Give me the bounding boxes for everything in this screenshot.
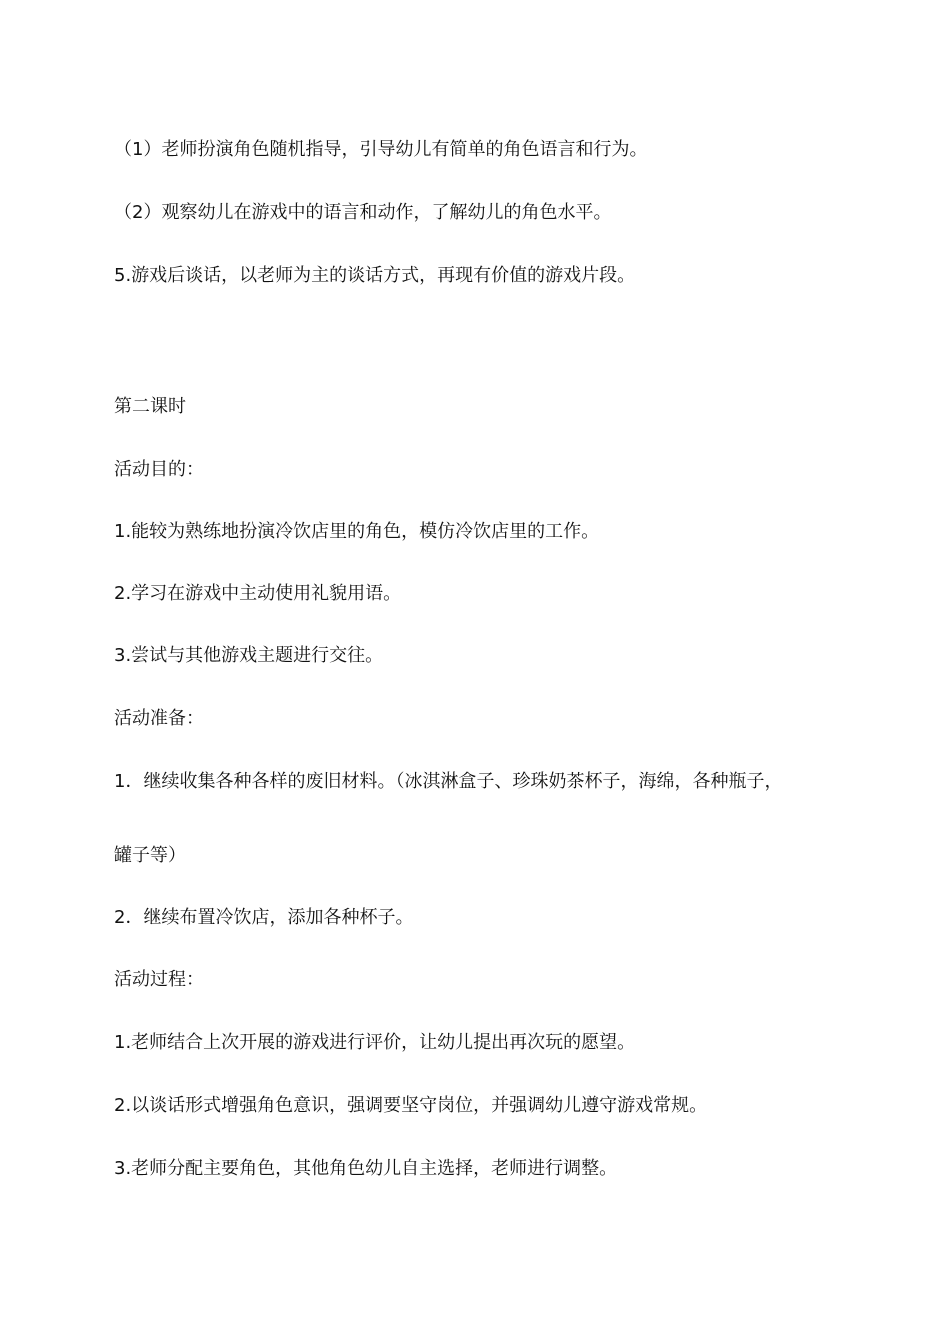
heading-activity-process: 活动过程： xyxy=(114,969,204,990)
text-line-goal-3: 3.尝试与其他游戏主题进行交往。 xyxy=(114,645,384,666)
text-line-preparation-1: 1．继续收集各种各样的废旧材料。（冰淇淋盒子、珍珠奶茶杯子，海绵，各种瓶子， xyxy=(114,771,783,792)
text-line-post-game-talk: 5.游戏后谈话，以老师为主的谈话方式，再现有价值的游戏片段。 xyxy=(114,265,636,286)
text-line-process-3: 3.老师分配主要角色，其他角色幼儿自主选择，老师进行调整。 xyxy=(114,1158,618,1179)
heading-activity-preparation: 活动准备： xyxy=(114,708,204,729)
text-line-guidance: （1）老师扮演角色随机指导，引导幼儿有简单的角色语言和行为。 xyxy=(114,139,648,160)
text-line-process-2: 2.以谈话形式增强角色意识，强调要坚守岗位，并强调幼儿遵守游戏常规。 xyxy=(114,1095,708,1116)
text-line-observation: （2）观察幼儿在游戏中的语言和动作，了解幼儿的角色水平。 xyxy=(114,202,612,223)
section-heading-second-lesson: 第二课时 xyxy=(114,396,186,417)
text-line-preparation-1-cont: 罐子等） xyxy=(114,845,186,866)
text-line-preparation-2: 2．继续布置冷饮店，添加各种杯子。 xyxy=(114,907,414,928)
text-line-goal-1: 1.能较为熟练地扮演冷饮店里的角色，模仿冷饮店里的工作。 xyxy=(114,521,600,542)
heading-activity-goals: 活动目的： xyxy=(114,459,204,480)
text-line-goal-2: 2.学习在游戏中主动使用礼貌用语。 xyxy=(114,583,402,604)
text-line-process-1: 1.老师结合上次开展的游戏进行评价，让幼儿提出再次玩的愿望。 xyxy=(114,1032,636,1053)
